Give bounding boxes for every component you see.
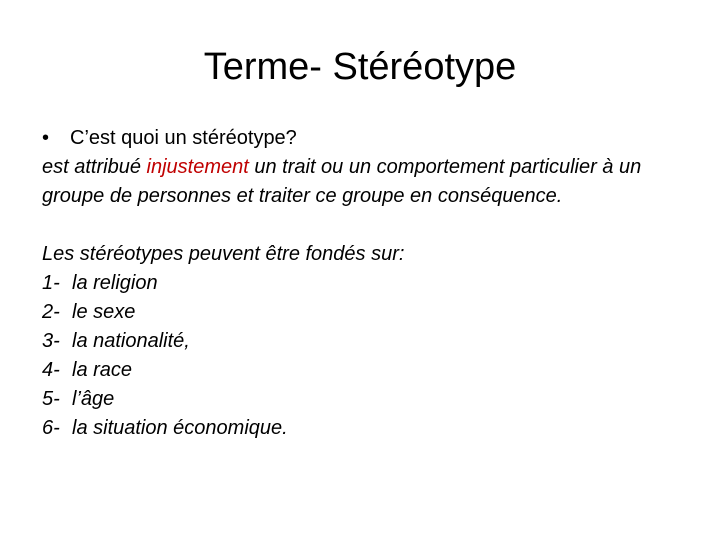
- list-item-label: l’âge: [72, 388, 115, 410]
- bullet-icon: •: [42, 127, 50, 149]
- list-item-label: la situation économique.: [72, 417, 288, 439]
- list-item-label: le sexe: [72, 301, 136, 323]
- definition-highlight: injustement: [146, 156, 249, 178]
- list-item-number: 1-: [42, 272, 60, 294]
- list-item-number: 6-: [42, 417, 60, 439]
- list-item: [42, 269, 682, 298]
- question-text: C’est quoi un stéréotype?: [70, 127, 297, 149]
- list-item-number: 5-: [42, 388, 60, 410]
- slide-body: [42, 124, 682, 443]
- spacer: [42, 211, 682, 240]
- basis-list: [42, 269, 682, 443]
- list-item: [42, 385, 682, 414]
- list-item-number: 3-: [42, 330, 60, 352]
- definition-paragraph: [42, 153, 682, 211]
- list-item: [42, 414, 682, 443]
- basis-intro: Les stéréotypes peuvent être fondés sur:: [42, 243, 405, 265]
- list-item: [42, 356, 682, 385]
- list-item-label: la nationalité,: [72, 330, 190, 352]
- list-item-label: la religion: [72, 272, 158, 294]
- list-item-label: la race: [72, 359, 133, 381]
- list-item-number: 4-: [42, 359, 60, 381]
- bullet-question: [42, 124, 682, 153]
- definition-part1: est attribué: [42, 156, 147, 178]
- definition-part2: un trait ou un comportement particulier à un groupe de personnes et traiter ce groupe en conséquence.: [42, 156, 642, 207]
- list-item: [42, 327, 682, 356]
- list-item-number: 2-: [42, 301, 60, 323]
- slide-title: Terme- Stéréotype: [203, 46, 517, 88]
- list-item: [42, 298, 682, 327]
